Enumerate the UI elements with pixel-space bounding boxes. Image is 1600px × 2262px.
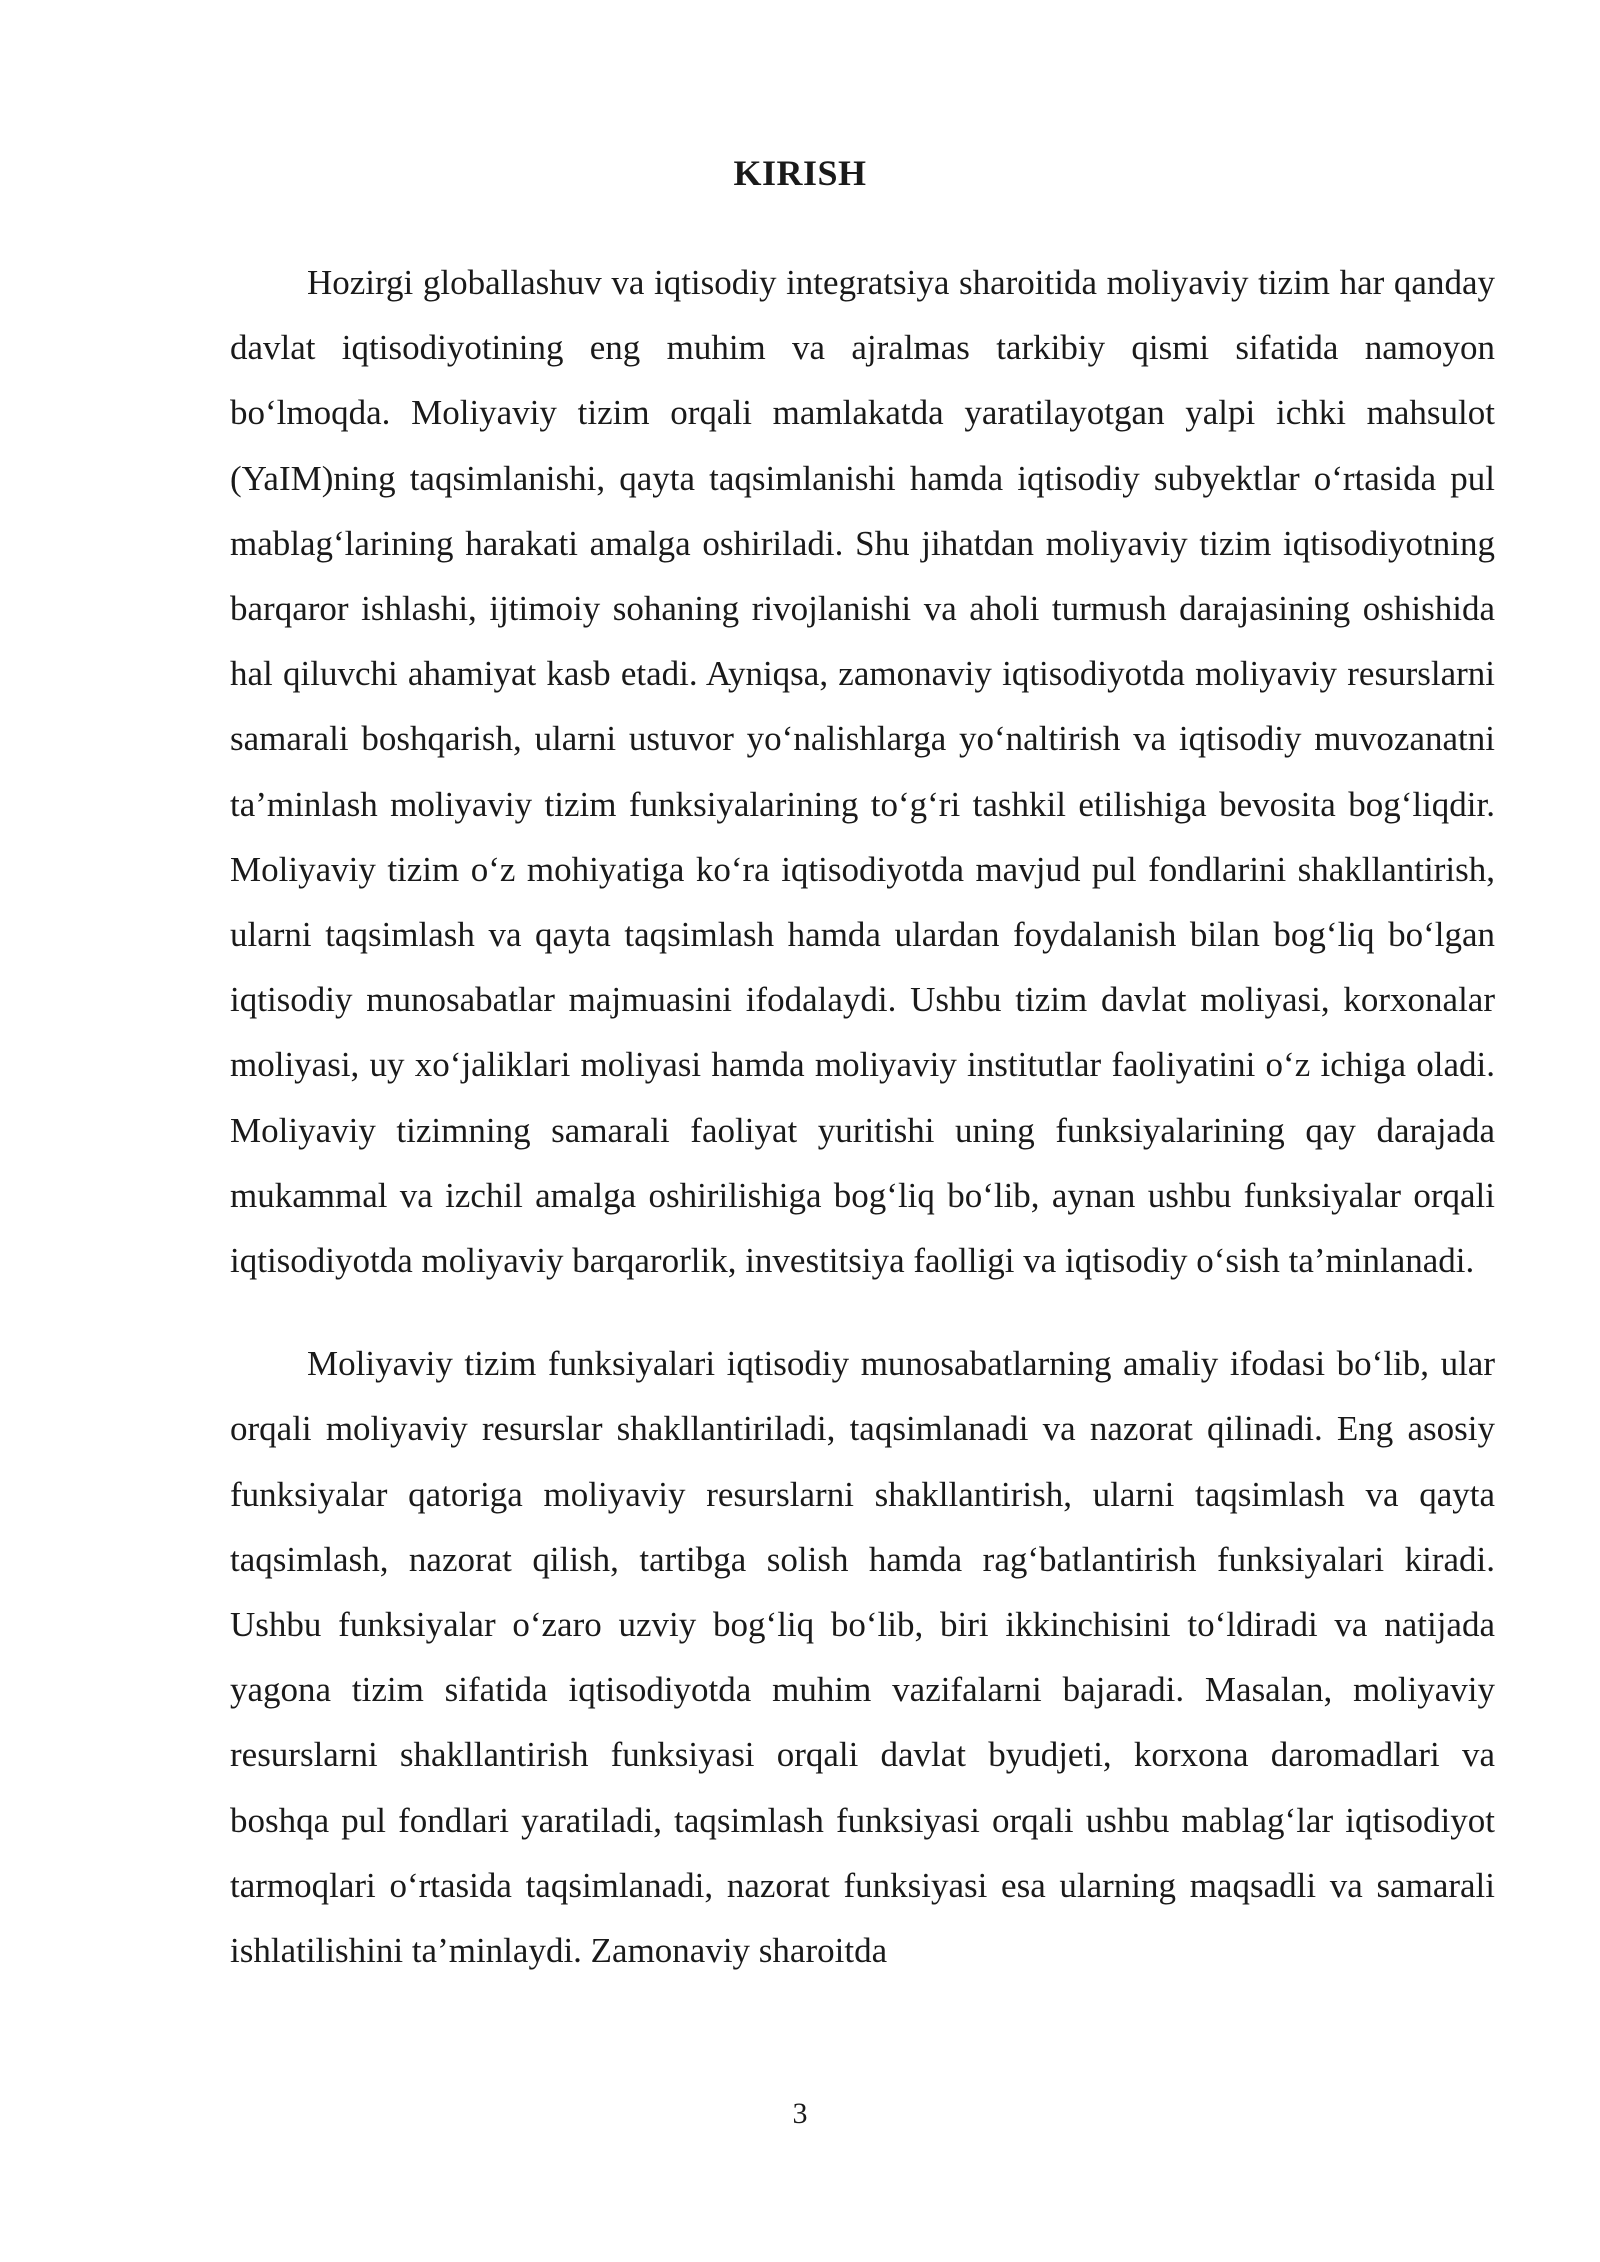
page-number: 3 [792,2097,808,2130]
page-title: KIRISH [733,153,867,193]
paragraph-1: Hozirgi globallashuv va iqtisodiy integratsiya sharoitida moliyaviy tizim har qanday davlat iqtisodiyotining eng muhim va ajralmas tarkibiy qismi sifatida namoyon bo‘lmoqda. Moliyaviy tizim orqali mamlakatda yaratilayotgan yalpi ichki mahsulot (YaIM)ning taqsimlanishi, qayta taqsimlanishi hamda iqtisodiy subyektlar o‘rtasida pul mablag‘larining harakati amalga oshiriladi. Shu jihatdan moliyaviy tizim iqtisodiyotning barqaror ishlashi, ijtimoiy sohaning rivojlanishi va aholi turmush darajasining oshishida hal qiluvchi ahamiyat kasb etadi. Ayniqsa, zamonaviy iqtisodiyotda moliyaviy resurslarni samarali boshqarish, ularni ustuvor yo‘nalishlarga yo‘naltirish va iqtisodiy muvozanatni ta’minlash moliyaviy tizim funksiyalarining to‘g‘ri tashkil etilishiga bevosita bog‘liqdir. Moliyaviy tizim o‘z mohiyatiga ko‘ra iqtisodiyotda mavjud pul fondlarini shakllantirish, ularni taqsimlash va qayta taqsimlash hamda ulardan foydalanish bilan bog‘liq bo‘lgan iqtisodiy munosabatlar majmuasini ifodalaydi. Ushbu tizim davlat moliyasi, korxonalar moliyasi, uy xo‘jaliklari moliyasi hamda moliyaviy institutlar faoliyatini o‘z ichiga oladi. Moliyaviy tizimning samarali faoliyat yuritishi uning funksiyalarining qay darajada mukammal va izchil amalga oshirilishiga bog‘liq bo‘lib, aynan ushbu funksiyalar orqali iqtisodiyotda moliyaviy barqarorlik, investitsiya faolligi va iqtisodiy o‘sish ta’minlanadi. [230,263,1495,1281]
body-text [230,250,1495,1983]
paragraph-2: Moliyaviy tizim funksiyalari iqtisodiy munosabatlarning amaliy ifodasi bo‘lib, ular orqali moliyaviy resurslar shakllantiriladi, taqsimlanadi va nazorat qilinadi. Eng asosiy funksiyalar qatoriga moliyaviy resurslarni shakllantirish, ularni taqsimlash va qayta taqsimlash, nazorat qilish, tartibga solish hamda rag‘batlantirish funksiyalari kiradi. Ushbu funksiyalar o‘zaro uzviy bog‘liq bo‘lib, biri ikkinchisini to‘ldiradi va natijada yagona tizim sifatida iqtisodiyotda muhim vazifalarni bajaradi. Masalan, moliyaviy resurslarni shakllantirish funksiyasi orqali davlat byudjeti, korxona daromadlari va boshqa pul fondlari yaratiladi, taqsimlash funksiyasi orqali ushbu mablag‘lar iqtisodiyot tarmoqlari o‘rtasida taqsimlanadi, nazorat funksiyasi esa ularning maqsadli va samarali ishlatilishini ta’minlaydi. Zamonaviy sharoitda [230,1344,1495,1971]
